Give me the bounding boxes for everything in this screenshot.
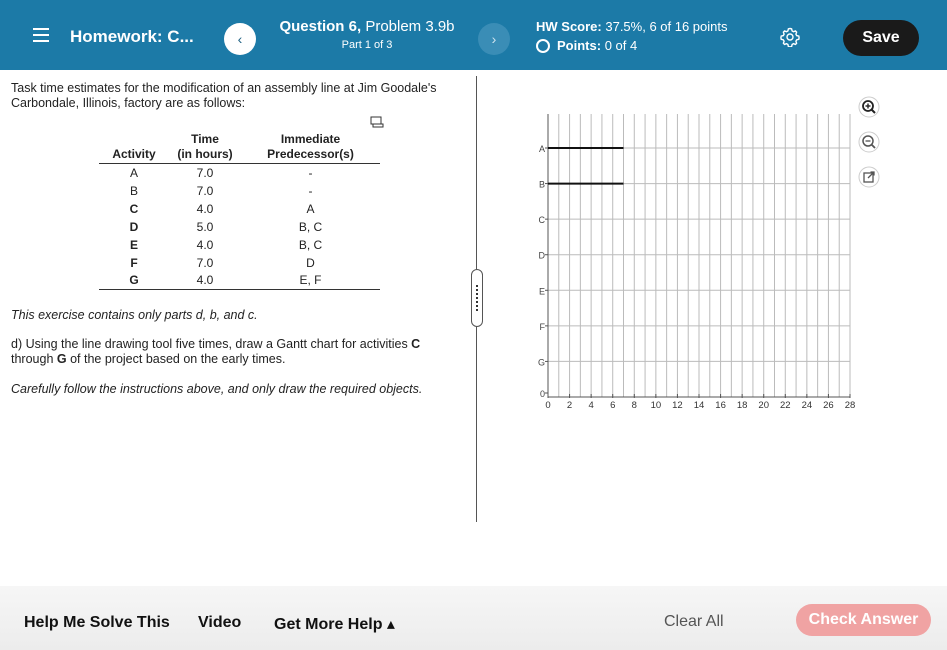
- x-tick-label: 4: [588, 400, 594, 411]
- video-button[interactable]: Video: [198, 614, 242, 631]
- save-button[interactable]: Save: [843, 20, 919, 56]
- time-cell: 4.0: [196, 237, 214, 252]
- activity-cell: B: [129, 183, 138, 198]
- predecessor-cell: B, C: [298, 219, 323, 234]
- table-row: [99, 272, 380, 290]
- bottom-bar: [0, 586, 947, 650]
- zoom-in-icon[interactable]: [858, 96, 880, 118]
- problem-number: Problem 3.9b: [365, 18, 455, 35]
- gantt-chart[interactable]: [528, 108, 858, 418]
- activity-cell: A: [129, 165, 138, 180]
- gear-icon[interactable]: [780, 27, 800, 47]
- table-row: [99, 200, 380, 218]
- x-tick-label: 8: [631, 400, 637, 411]
- question-title: [272, 18, 462, 35]
- y-tick-label: G: [537, 357, 545, 368]
- predecessor-cell: E, F: [241, 272, 380, 290]
- part-d-question: d) Using the line drawing tool five times, draw a Gantt chart for activities C through G of the project based on the early times.: [11, 337, 421, 366]
- y-tick-label: 0: [539, 389, 545, 399]
- y-tick-label: F: [539, 321, 545, 332]
- problem-intro: Task time estimates for the modification of an assembly line at Jim Goodale's Carbondale, Illinois, factory are as follows:: [11, 81, 437, 110]
- x-tick-label: 16: [715, 400, 726, 411]
- drawing-instructions: Carefully follow the instructions above, and only draw the required objects.: [11, 382, 423, 396]
- task-time-table: [99, 131, 380, 290]
- hw-score: HW Score: 37.5%, 6 of 16 points: [536, 19, 728, 34]
- predecessor-cell: A: [306, 201, 315, 216]
- check-answer-button[interactable]: Check Answer: [796, 604, 931, 636]
- x-tick-label: 20: [758, 400, 770, 411]
- homework-title[interactable]: Homework: C...: [70, 27, 194, 46]
- points-status: Points: 0 of 4: [536, 38, 637, 53]
- table-row: [99, 236, 380, 254]
- table-row: [99, 254, 380, 272]
- time-cell: 5.0: [196, 219, 214, 234]
- x-tick-label: 14: [693, 400, 705, 411]
- top-bar: [0, 0, 947, 70]
- time-cell: 7.0: [196, 183, 214, 198]
- zoom-out-icon[interactable]: [858, 131, 880, 153]
- predecessor-cell: -: [308, 183, 313, 198]
- hamburger-menu-icon[interactable]: [33, 27, 49, 43]
- time-cell: 4.0: [196, 201, 214, 216]
- x-tick-label: 0: [545, 400, 551, 411]
- y-tick-label: A: [538, 144, 545, 154]
- clear-all-button[interactable]: Clear All: [664, 613, 724, 630]
- predecessor-cell: -: [308, 165, 313, 180]
- activity-cell: G: [99, 272, 169, 290]
- activity-cell: F: [130, 255, 138, 270]
- x-tick-label: 12: [672, 400, 683, 411]
- y-tick-label: D: [538, 250, 545, 261]
- x-tick-label: 28: [844, 400, 856, 411]
- previous-question-button[interactable]: ‹: [224, 23, 256, 55]
- pane-resize-handle[interactable]: [471, 269, 483, 327]
- table-row: [99, 164, 380, 182]
- time-cell: 7.0: [196, 165, 214, 180]
- x-tick-label: 24: [801, 400, 813, 411]
- x-tick-label: 6: [610, 400, 616, 411]
- points-circle-icon: [536, 39, 550, 53]
- next-question-button[interactable]: ›: [478, 23, 510, 55]
- predecessor-header: Immediate Predecessor(s): [241, 131, 380, 164]
- exercise-note: This exercise contains only parts d, b, and c.: [11, 308, 258, 322]
- question-part: Part 1 of 3: [341, 39, 393, 51]
- help-me-solve-button[interactable]: Help Me Solve This: [24, 614, 170, 631]
- table-header-row: [99, 131, 380, 164]
- time-cell: 4.0: [169, 272, 241, 290]
- print-icon[interactable]: [370, 116, 384, 128]
- activity-header: Activity: [99, 131, 169, 164]
- x-tick-label: 2: [566, 400, 573, 411]
- y-tick-label: C: [538, 215, 545, 226]
- predecessor-cell: B, C: [298, 237, 323, 252]
- activity-cell: D: [129, 219, 139, 234]
- x-tick-label: 18: [736, 400, 748, 411]
- y-tick-label: E: [538, 286, 545, 297]
- x-tick-label: 10: [650, 400, 662, 411]
- time-header: Time (in hours): [169, 131, 241, 164]
- table-row: [99, 182, 380, 200]
- x-tick-label: 26: [823, 400, 834, 411]
- x-tick-label: 22: [779, 400, 791, 411]
- activity-cell: E: [129, 237, 138, 252]
- table-row: [99, 218, 380, 236]
- activity-cell: C: [129, 201, 139, 216]
- time-cell: 7.0: [196, 255, 214, 270]
- predecessor-cell: D: [306, 255, 315, 270]
- question-number: Question 6,: [279, 18, 362, 35]
- popout-icon[interactable]: [858, 166, 880, 188]
- y-tick-label: B: [538, 179, 545, 190]
- get-more-help-button[interactable]: Get More Help ▴: [274, 616, 395, 633]
